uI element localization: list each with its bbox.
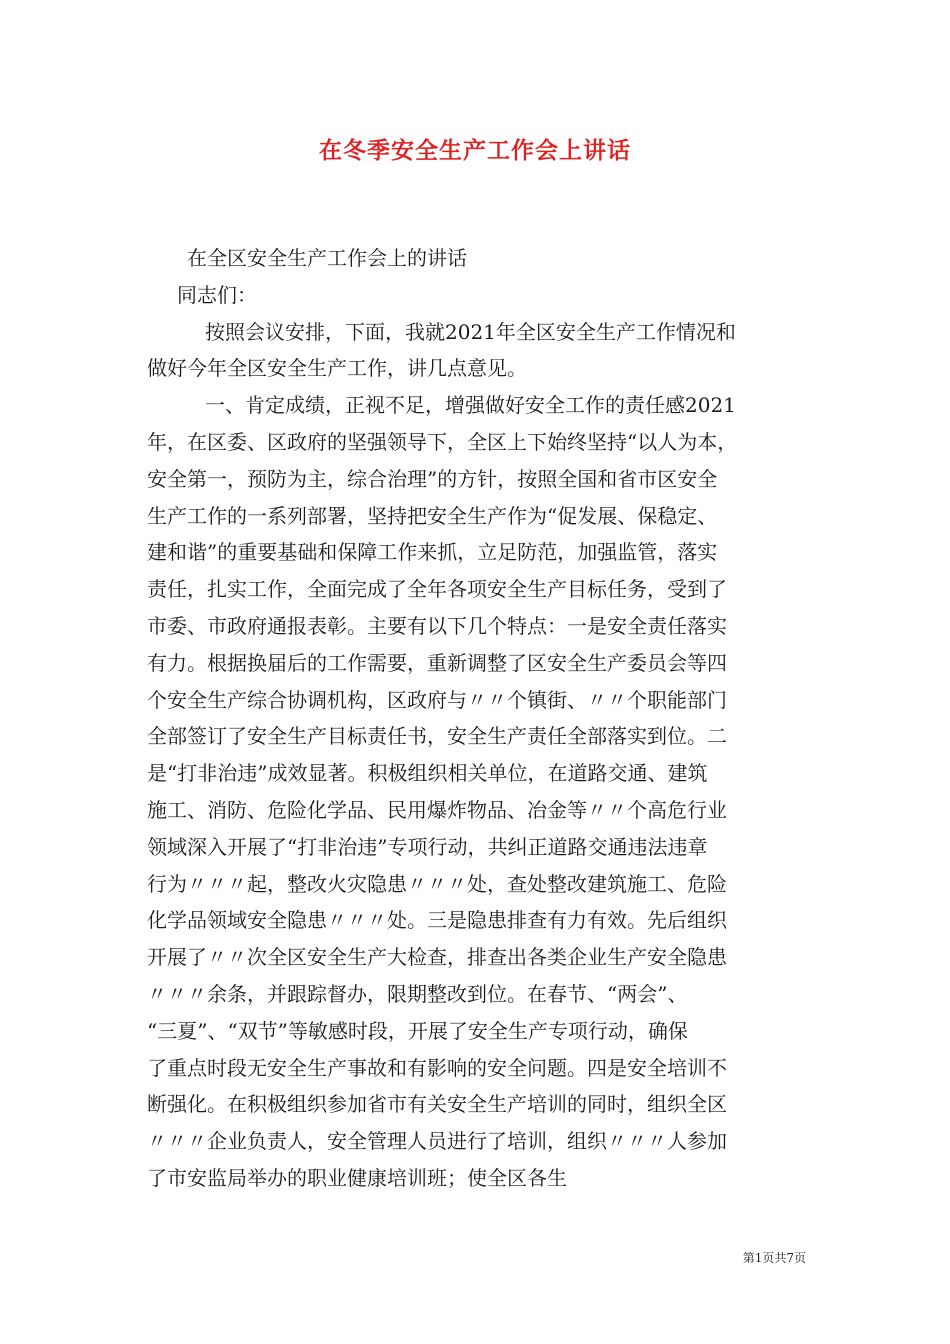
paragraph-line: 安全第一，预防为主，综合治理”的方针，按照全国和省市区安全 [147,466,718,491]
paragraph-line: 责任，扎实工作，全面完成了全年各项安全生产目标任务，受到了 [147,577,727,602]
paragraph-line: 化学品领域安全隐患〃〃〃处。三是隐患排查有力有效。先后组织 [147,908,727,933]
paragraph-line: 市委、市政府通报表彰。主要有以下几个特点：一是安全责任落实 [147,613,727,638]
paragraph-line: 有力。根据换届后的工作需要，重新调整了区安全生产委员会等四 [147,650,727,675]
paragraph-line: 施工、消防、危险化学品、民用爆炸物品、冶金等〃〃个高危行业 [147,797,727,822]
paragraph-line: 个安全生产综合协调机构，区政府与〃〃个镇街、〃〃个职能部门 [147,687,727,712]
paragraph-line: 行为〃〃〃起，整改火灾隐患〃〃〃处，查处整改建筑施工、危险 [147,871,727,896]
paragraph-line: 领域深入开展了“打非治违”专项行动，共纠正道路交通违法违章 [147,834,708,859]
document-body [147,240,807,1197]
paragraph-line: 做好今年全区安全生产工作，讲几点意见。 [147,356,527,381]
greeting: 同志们： [177,282,257,307]
paragraph-line: 建和谐”的重要基础和保障工作来抓，立足防范，加强监管，落实 [147,540,718,565]
paragraph-line: 按照会议安排，下面，我就2021年全区安全生产工作情况和 [205,319,736,344]
paragraph-line: 〃〃〃企业负责人，安全管理人员进行了培训，组织〃〃〃人参加 [147,1129,727,1154]
paragraph-line: 开展了〃〃次全区安全生产大检查，排查出各类企业生产安全隐患 [147,945,727,970]
paragraph-line: 〃〃〃余条，并跟踪督办，限期整改到位。在春节、“两会”、 [147,981,688,1006]
paragraph-line: 断强化。在积极组织参加省市有关安全生产培训的同时，组织全区 [147,1092,727,1117]
paragraph-1 [147,314,807,388]
paragraph-line: 一、肯定成绩，正视不足，增强做好安全工作的责任感2021 [205,393,736,418]
paragraph-line: 是“打非治违”成效显著。积极组织相关单位，在道路交通、建筑 [147,761,708,786]
paragraph-line: “三夏”、“双节”等敏感时段，开展了安全生产专项行动，确保 [147,1018,688,1043]
paragraph-2 [147,387,807,1197]
paragraph-line: 年，在区委、区政府的坚强领导下，全区上下始终坚持“以人为本， [147,429,738,454]
paragraph-line: 了重点时段无安全生产事故和有影响的安全问题。四是安全培训不 [147,1055,727,1080]
page-number: 第1页共7页 [742,1251,806,1265]
paragraph-line: 了市安监局举办的职业健康培训班；使全区各生 [147,1165,567,1190]
document-title: 在冬季安全生产工作会上讲话 [319,137,631,164]
paragraph-line: 生产工作的一系列部署，坚持把安全生产作为“促发展、保稳定、 [147,503,718,528]
speech-subtitle: 在全区安全生产工作会上的讲话 [187,246,467,270]
paragraph-line: 全部签订了安全生产目标责任书，安全生产责任全部落实到位。二 [147,724,727,749]
